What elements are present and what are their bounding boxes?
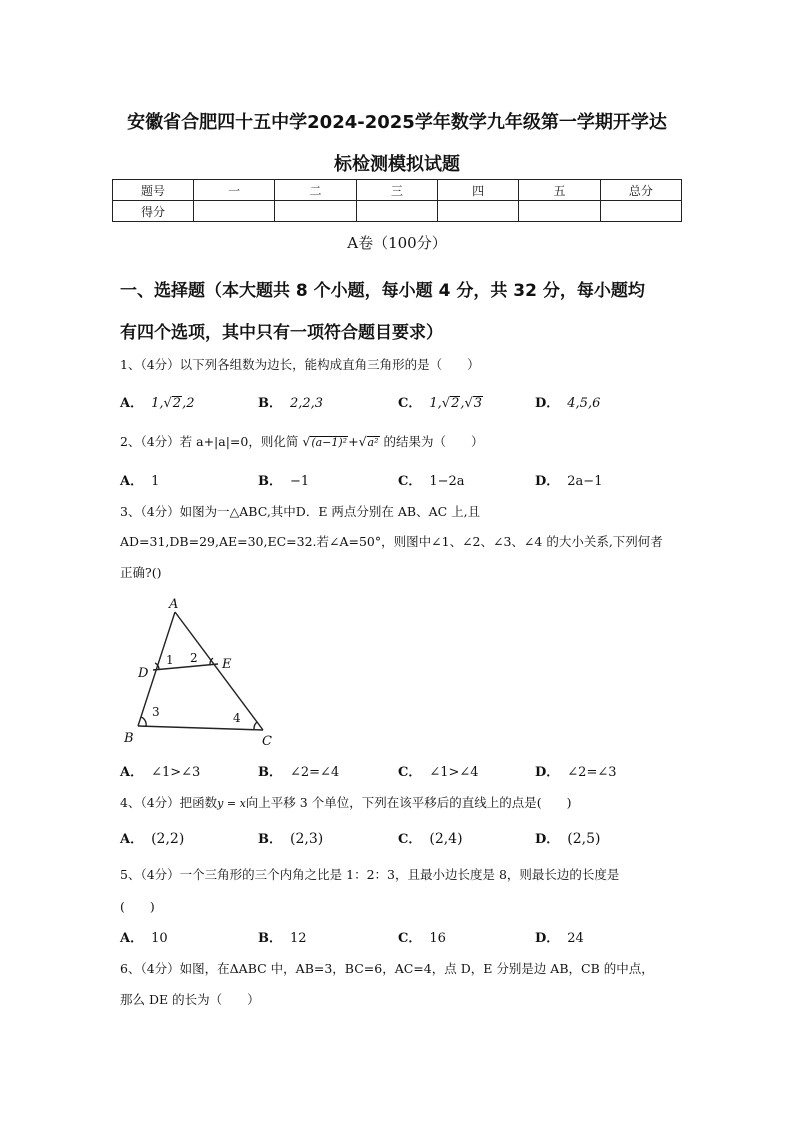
option-letter: D． xyxy=(535,931,560,946)
angle-label-1: 1 xyxy=(166,653,174,667)
q1-option-c xyxy=(398,392,483,411)
option-value: −1 xyxy=(290,474,310,489)
option-letter: D． xyxy=(535,396,560,411)
score-cell-3 xyxy=(356,201,437,222)
option-value: 4,5,6 xyxy=(567,396,601,411)
option-value: ∠1>∠3 xyxy=(151,765,201,780)
score-cell-2 xyxy=(275,201,356,222)
q3-option-a xyxy=(120,761,200,780)
option-value: (2,5) xyxy=(567,831,601,847)
option-letter: C． xyxy=(398,832,422,847)
angle-3-arc xyxy=(141,717,146,726)
option-letter: D． xyxy=(535,765,560,780)
q5-option-d xyxy=(535,927,584,946)
exam-title-line2: 标检测模拟试题 xyxy=(334,154,460,175)
question-1-text: 1、（4分）以下列各组数为边长，能构成直角三角形的是（ ） xyxy=(120,357,480,372)
radicand: a² xyxy=(367,436,379,449)
q4-text-post: 向上平移 3 个单位，下列在该平移后的直线上的点是( ) xyxy=(245,795,572,810)
option-letter: C． xyxy=(398,931,422,946)
score-row-label: 得分 xyxy=(113,201,194,222)
option-letter: B． xyxy=(258,474,282,489)
question-5-line1: 5、（4分）一个三角形的三个内角之比是 1：2：3，且最小边长度是 8，则最长边的长度是 xyxy=(120,867,620,882)
q3-option-b xyxy=(258,761,339,780)
radicand: 2 xyxy=(451,396,460,411)
option-letter: D． xyxy=(535,474,560,489)
option-letter: C． xyxy=(398,396,422,411)
option-letter: A． xyxy=(120,931,144,946)
q3-option-d xyxy=(535,761,617,780)
question-3-line2: AD=31,DB=29,AE=30,EC=32.若∠A=50°，则图中∠1、∠2、∠3、∠4 的大小关系,下列何者 xyxy=(120,534,663,549)
score-header-label: 题号 xyxy=(113,180,194,201)
plus-sign: + xyxy=(348,434,359,449)
angle-4-arc xyxy=(254,722,257,729)
side-ac xyxy=(175,612,263,730)
q5-option-c xyxy=(398,927,446,946)
score-header-2: 二 xyxy=(275,180,356,201)
score-header-5: 五 xyxy=(519,180,600,201)
q2-option-b xyxy=(258,470,309,489)
option-value: (2,2) xyxy=(151,831,185,847)
q2-option-d xyxy=(535,470,602,489)
score-cell-5 xyxy=(519,201,600,222)
option-value: (2,3) xyxy=(290,831,324,847)
paper-label: A卷（100分） xyxy=(347,234,447,252)
option-value: ,2 xyxy=(182,396,195,411)
option-value: 24 xyxy=(567,931,584,946)
radicand: 2 xyxy=(172,396,182,411)
score-table xyxy=(112,179,682,222)
option-letter: A． xyxy=(120,396,144,411)
vertex-label-c: C xyxy=(262,734,272,749)
option-letter: B． xyxy=(258,765,282,780)
q4-option-b xyxy=(258,828,323,847)
question-5-line2: ( ) xyxy=(120,899,155,914)
option-value: 12 xyxy=(290,931,307,946)
option-value: , xyxy=(460,396,465,411)
q4-option-d xyxy=(535,828,600,847)
vertex-label-d: D xyxy=(138,666,149,681)
vertex-label-e: E xyxy=(222,657,232,672)
score-header-4: 四 xyxy=(437,180,518,201)
section-heading-line2: 有四个选项，其中只有一项符合题目要求） xyxy=(120,323,443,343)
vertex-label-b: B xyxy=(124,731,134,746)
q1-option-d xyxy=(535,392,600,411)
radicand: (a−1)² xyxy=(311,436,348,449)
triangle-figure xyxy=(118,594,288,750)
sqrt-icon: √ xyxy=(163,396,172,411)
q1-option-b xyxy=(258,392,323,411)
score-cell-total xyxy=(600,201,681,222)
exam-title-line1: 安徽省合肥四十五中学2024-2025学年数学九年级第一学期开学达 xyxy=(127,112,667,133)
option-value: 1 xyxy=(151,474,160,489)
angle-label-4: 4 xyxy=(233,711,241,725)
score-header-1: 一 xyxy=(194,180,275,201)
score-header-3: 三 xyxy=(356,180,437,201)
sqrt-icon: √ xyxy=(441,396,451,411)
option-value: (2,4) xyxy=(429,831,463,847)
q4-function: y = x xyxy=(217,797,246,810)
option-value: 2a−1 xyxy=(567,474,603,489)
q2-text-pre: 2、（4分）若 a+|a|=0，则化简 xyxy=(120,434,299,449)
option-letter: D． xyxy=(535,832,560,847)
option-value: ∠1>∠4 xyxy=(429,765,479,780)
option-letter: A． xyxy=(120,474,144,489)
q2-text-post: 的结果为（ ） xyxy=(383,434,484,449)
angle-label-2: 2 xyxy=(190,651,198,665)
option-letter: B． xyxy=(258,832,282,847)
score-cell-4 xyxy=(437,201,518,222)
option-letter: C． xyxy=(398,474,422,489)
q1-option-a xyxy=(120,392,194,411)
segment-de xyxy=(153,664,218,670)
score-table-header-row xyxy=(113,180,682,201)
option-letter: C． xyxy=(398,765,422,780)
option-value: 1, xyxy=(429,396,442,411)
q2-option-a xyxy=(120,470,159,489)
radicand: 3 xyxy=(473,396,483,411)
q4-option-a xyxy=(120,828,184,847)
side-bc xyxy=(138,726,263,730)
score-table-score-row xyxy=(113,201,682,222)
option-letter: B． xyxy=(258,931,282,946)
question-6-line1: 6、（4分）如图，在ΔABC 中，AB=3，BC=6，AC=4，点 D，E 分别是边 AB，CB 的中点， xyxy=(120,961,654,976)
option-letter: A． xyxy=(120,832,144,847)
sqrt-icon: √ xyxy=(358,434,367,449)
question-6-line2: 那么 DE 的长为（ ） xyxy=(120,992,260,1007)
q3-option-c xyxy=(398,761,479,780)
q5-option-b xyxy=(258,927,307,946)
q4-option-c xyxy=(398,828,463,847)
option-value: 16 xyxy=(429,931,446,946)
option-value: 1, xyxy=(151,396,164,411)
q4-text-pre: 4、（4分）把函数 xyxy=(120,795,218,810)
section-heading-line1: 一、选择题（本大题共 8 个小题，每小题 4 分，共 32 分，每小题均 xyxy=(120,281,645,301)
vertex-label-a: A xyxy=(169,597,179,612)
option-value: ∠2=∠4 xyxy=(290,765,340,780)
option-letter: B． xyxy=(258,396,282,411)
sqrt-icon: √ xyxy=(302,434,311,449)
question-3-line1: 3、（4分）如图为一△ABC,其中D．E 两点分别在 AB、AC 上,且 xyxy=(120,504,481,519)
question-4-text xyxy=(120,793,680,811)
option-value: 2,2,3 xyxy=(290,396,324,411)
option-value: 10 xyxy=(151,931,168,946)
angle-label-3: 3 xyxy=(152,705,160,719)
option-value: 1−2a xyxy=(429,474,465,489)
sqrt-icon: √ xyxy=(464,396,473,411)
score-header-total: 总分 xyxy=(600,180,681,201)
question-3-line3: 正确?() xyxy=(120,565,162,580)
q5-option-a xyxy=(120,927,168,946)
score-cell-1 xyxy=(194,201,275,222)
question-2-text xyxy=(120,432,680,450)
option-value: ∠2=∠3 xyxy=(567,765,617,780)
q2-option-c xyxy=(398,470,465,489)
option-letter: A． xyxy=(120,765,144,780)
